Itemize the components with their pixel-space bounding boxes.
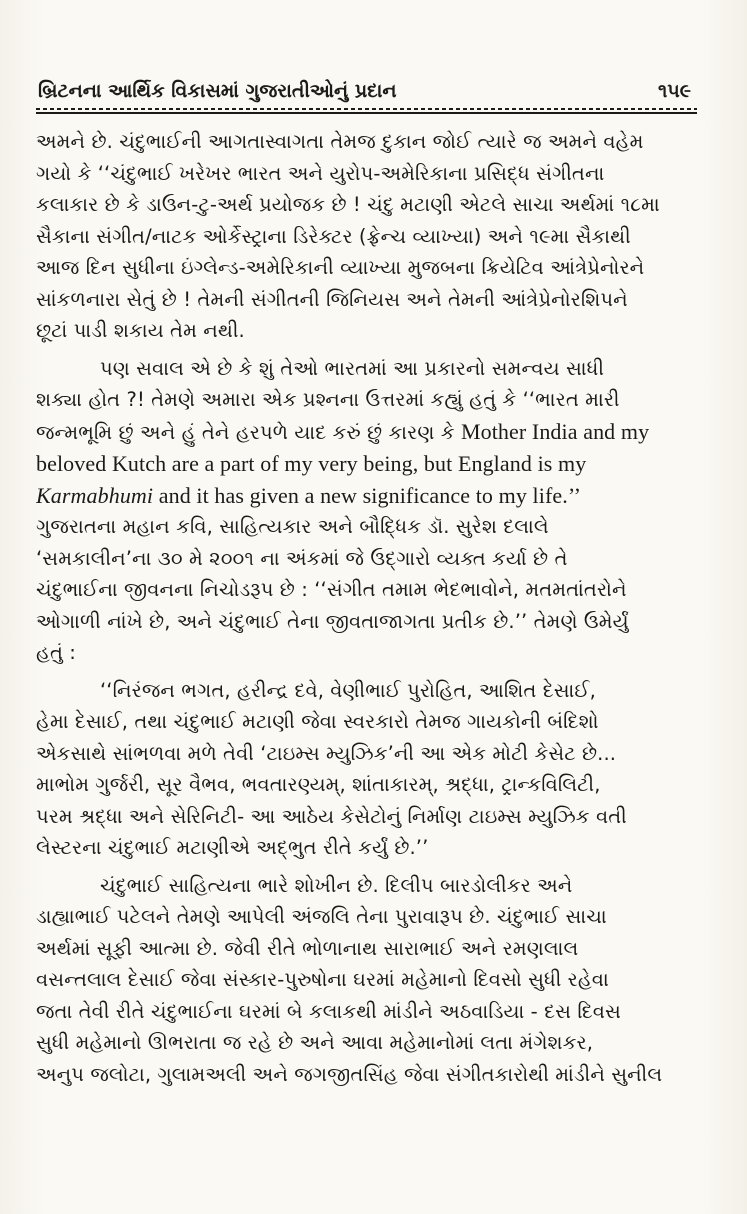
- paragraph-2: [36, 353, 697, 669]
- text-line: ‘‘નિરંજન ભગત, હરીન્દ્ર દવે, વેણીભાઈ પુરોહિત, આશિત દેસાઈ,: [100, 678, 596, 702]
- paragraph-1: [36, 126, 697, 347]
- text-line: ગુજરાતના મહાન કવિ, સાહિત્યકાર અને બૌદ્ધિક ડૉ. સુરેશ દલાલે: [36, 515, 549, 538]
- text-line: અર્થમાં સૂફી આત્મા છે. જેવી રીતે ભોળાનાથ સારાભાઈ અને રમણલાલ: [36, 936, 579, 960]
- text-line-mixed: [36, 480, 697, 512]
- text-line: પણ સવાલ એ છે કે શું તેઓ ભારતમાં આ પ્રકારનો સમન્વય સાધી: [100, 356, 605, 380]
- text-segment: જન્મભૂમિ છું અને હું તેને હરપળે યાદ કરું છું કારણ કે: [36, 420, 461, 444]
- text-line: અનુપ જલોટા, ગુલામઅલી અને જગજીતસિંહ જેવા સંગીતકારોથી માંડીને સુનીલ: [36, 1062, 663, 1086]
- text-line: વસન્તલાલ દેસાઈ જેવા સંસ્કાર-પુરુષોના ઘરમાં મહેમાનો દિવસો સુધી રહેવા: [36, 968, 609, 991]
- text-line: હેમા દેસાઈ, તથા ચંદુભાઈ મટાણી જેવા સ્વરકારો તેમજ ગાયકોની બંદિશો: [36, 710, 599, 733]
- text-line: જતા તેવી રીતે ચંદુભાઈના ઘરમાં બે કલાકથી માંડીને અઠવાડિયા - દસ દિવસ: [36, 999, 621, 1023]
- text-line: આજ દિન સુધીના ઇંગ્લેન્ડ-અમેરિકાની વ્યાખ્યા મુજબના ક્રિયેટિવ આંત્રેપ્રેનોરને: [36, 256, 645, 279]
- text-line: ગયો કે ‘‘ચંદુભાઈ ખરેખર ભારત અને યુરોપ-અમેરિકાના પ્રસિદ્ધ સંગીતના: [36, 161, 605, 185]
- text-line: અમને છે. ચંદુભાઈની આગતાસ્વાગતા તેમજ દુકાન જોઈ ત્યારે જ અમને વહેમ: [36, 130, 644, 153]
- quotation-paragraph: [36, 675, 697, 864]
- text-line: લેસ્ટરના ચંદુભાઈ મટાણીએ અદ્‌ભુત રીતે કર્યું છે.’’: [36, 836, 429, 859]
- text-line: કલાકાર છે કે ડાઉન-ટુ-અર્થ પ્રયોજક છે ! ચંદુ મટાણી એટલે સાચા અર્થમાં ૧૮મા: [36, 193, 660, 216]
- running-title: બ્રિટનના આર્થિક વિકાસમાં ગુજરાતીઓનું પ્રદાન: [38, 80, 397, 102]
- english-italic-word: Karmabhumi: [36, 482, 154, 508]
- paragraph-4: [36, 870, 697, 1091]
- text-line: પરમ શ્રદ્ધા અને સેરિનિટી- આ આઠેય કેસેટોનું નિર્માણ ટાઇમ્સ મ્યુઝિક વતી: [36, 804, 627, 828]
- header-rule: [36, 108, 697, 114]
- text-line: ‘સમકાલીન’ના ૩૦ મે ૨૦૦૧ ના અંકમાં જે ઉદ્‌ગારો વ્યક્ત કર્યા છે તે: [36, 546, 568, 570]
- text-line: શક્યા હોત ?! તેમણે અમારા એક પ્રશ્નના ઉત્તરમાં કહ્યું હતું કે ‘‘ભારત મારી: [36, 388, 620, 411]
- text-line: છૂટાં પાડી શકાય તેમ નથી.: [36, 319, 245, 342]
- text-line: સુધી મહેમાનો ઊભરાતા જ રહે છે અને આવા મહેમાનોમાં લતા મંગેશકર,: [36, 1031, 594, 1054]
- english-quote-end: and it has given a new significance to my life.’’: [153, 482, 582, 508]
- text-line-mixed: [36, 416, 697, 449]
- text-line: સાંકળનારા સેતું છે ! તેમની સંગીતની જિનિયસ અને તેમની આંત્રેપ્રેનોરશિપને: [36, 287, 628, 311]
- english-quote-line: beloved Kutch are a part of my very being, but England is my: [36, 451, 587, 476]
- text-line: એકસાથે સાંભળવા મળે તેવી ‘ટાઇમ્સ મ્યુઝિક’ની આ એક મોટી કેસેટ છે...: [36, 741, 617, 765]
- text-line: ચંદુભાઈ સાહિત્યના ભારે શોખીન છે. દિલીપ બારડોલીકર અને: [100, 873, 573, 897]
- english-quote-start: Mother India and my: [460, 418, 650, 444]
- page-number: ૧૫૯: [657, 80, 691, 102]
- text-line: હતું :: [36, 641, 76, 664]
- text-line: ચંદુભાઈના જીવનના નિચોડરૂપ છે : ‘‘સંગીત તમામ ભેદભાવોને, મતમતાંતરોને: [36, 578, 627, 601]
- text-line: ડાહ્યાભાઈ પટેલને તેમણે આપેલી અંજલિ તેના પુરાવારૂપ છે. ચંદુભાઈ સાચા: [36, 905, 607, 928]
- running-header: [36, 80, 697, 108]
- text-line: માભોમ ગુર્જરી, સૂર વૈભવ, ભવતારણ્યમ્, શાંતાકારમ્, શ્રદ્ધા, ટ્રાન્કવિલિટી,: [36, 773, 601, 796]
- text-line: ઓગાળી નાંખે છે, અને ચંદુભાઈ તેના જીવતાજાગતા પ્રતીક છે.’’ તેમણે ઉમેર્યું: [36, 609, 629, 633]
- text-line: સૈકાના સંગીત/નાટક ઓર્કેસ્ટ્રાના ડિરેક્ટર (ફ્રેન્ચ વ્યાખ્યા) અને ૧૯મા સૈકાથી: [36, 224, 631, 248]
